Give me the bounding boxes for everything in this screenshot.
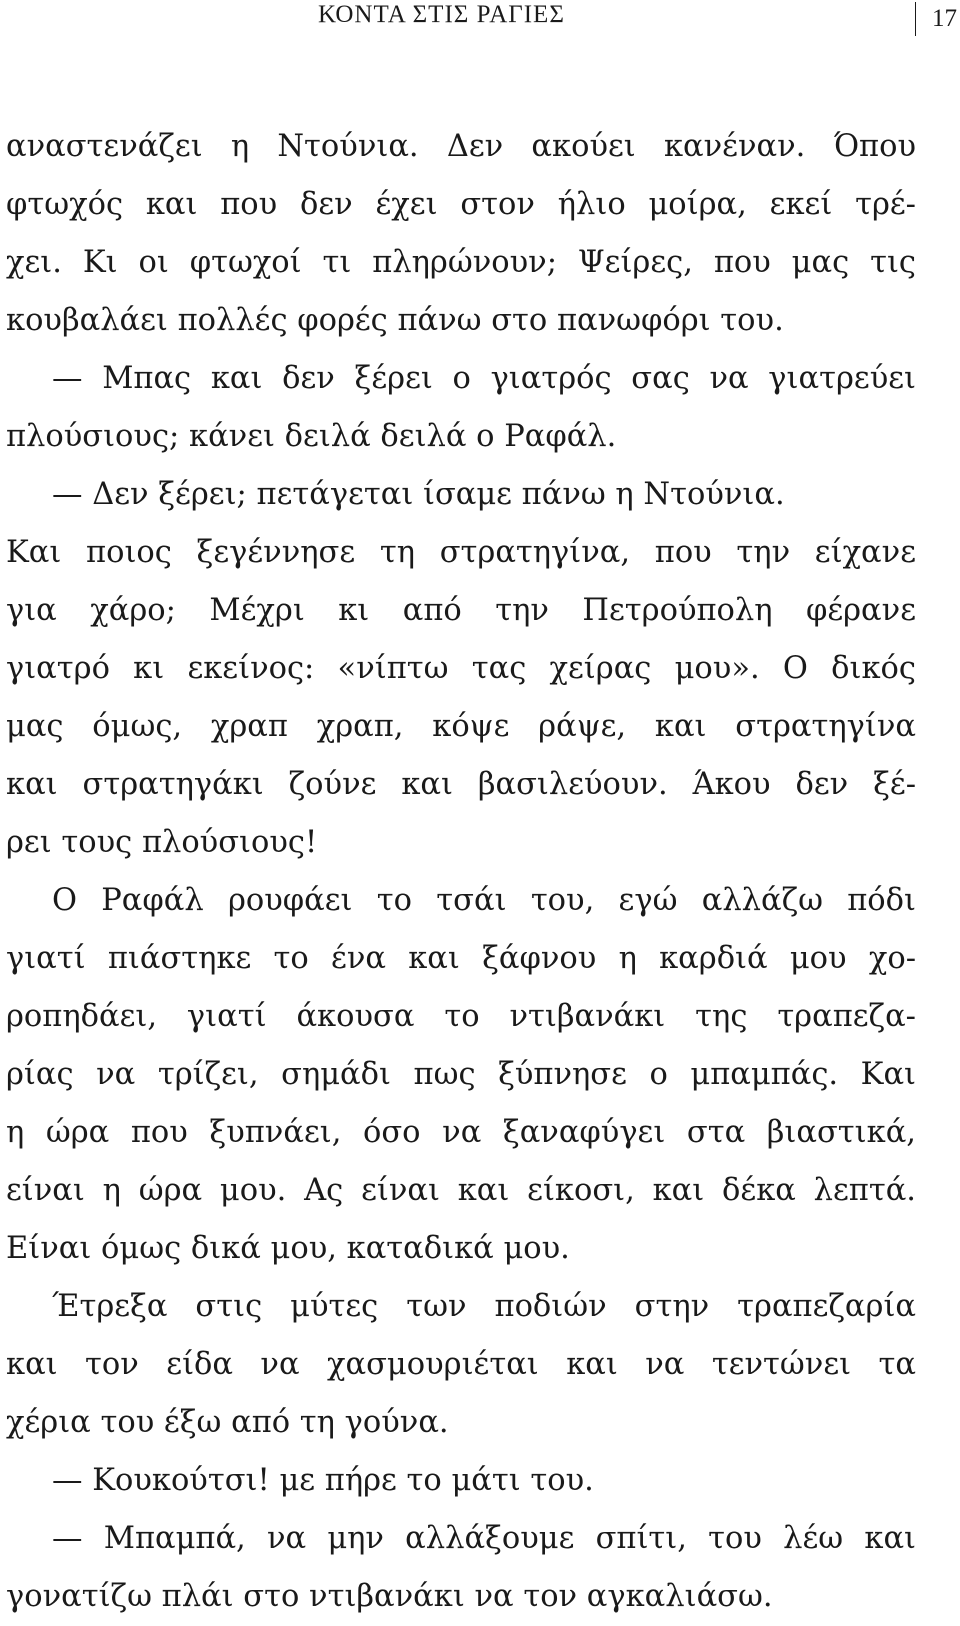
text-line: φτωχός και που δεν έχει στον ήλιο μοίρα, εκεί τρέ- bbox=[6, 187, 916, 222]
text-line: κουβαλάει πολλές φορές πάνω στο πανωφόρι του. bbox=[6, 303, 784, 338]
text-line: γιατρό κι εκείνος: «νίπτω τας χείρας μου». Ο δικός bbox=[6, 651, 916, 686]
running-title: ΚΟΝΤΑ ΣΤΙΣ ΡΑΓΙΕΣ bbox=[318, 1, 565, 28]
text-line: ρίας να τρίζει, σημάδι πως ξύπνησε ο μπαμπάς. Και bbox=[6, 1057, 916, 1092]
text-line: ρει τους πλούσιους! bbox=[6, 825, 318, 860]
text-line: αναστενάζει η Ντούνια. Δεν ακούει κανέναν. Όπου bbox=[6, 129, 916, 164]
text-line: πλούσιους; κάνει δειλά δειλά ο Ραφάλ. bbox=[6, 419, 617, 454]
text-line: — Κουκούτσι! με πήρε το μάτι του. bbox=[52, 1463, 594, 1498]
text-line: χέρια του έξω από τη γούνα. bbox=[6, 1405, 449, 1440]
text-line: — Δεν ξέρει; πετάγεται ίσαμε πάνω η Ντούνια. bbox=[52, 477, 785, 512]
folio-divider bbox=[915, 2, 916, 36]
text-line: γονατίζω πλάι στο ντιβανάκι να τον αγκαλιάσω. bbox=[6, 1579, 773, 1614]
text-line: Και ποιος ξεγέννησε τη στρατηγίνα, που την είχανε bbox=[6, 535, 916, 570]
text-line: Είναι όμως δικά μου, καταδικά μου. bbox=[6, 1231, 570, 1266]
text-line: ροπηδάει, γιατί άκουσα το ντιβανάκι της τραπεζα- bbox=[6, 999, 916, 1034]
text-line: Ο Ραφάλ ρουφάει το τσάι του, εγώ αλλάζω πόδι bbox=[52, 883, 916, 918]
body-text bbox=[6, 118, 916, 1626]
text-line: Έτρεξα στις μύτες των ποδιών στην τραπεζαρία bbox=[52, 1289, 916, 1324]
text-line: χει. Κι οι φτωχοί τι πληρώνουν; Ψείρες, που μας τις bbox=[6, 245, 916, 280]
text-line: και τον είδα να χασμουριέται και να τεντώνει τα bbox=[6, 1347, 916, 1382]
text-line: μας όμως, χραπ χραπ, κόψε ράψε, και στρατηγίνα bbox=[6, 709, 916, 744]
text-line: — Μπαμπά, να μην αλλάξουμε σπίτι, του λέω και bbox=[52, 1521, 916, 1556]
text-line: και στρατηγάκι ζούνε και βασιλεύουν. Άκου δεν ξέ- bbox=[6, 767, 916, 802]
text-line: για χάρο; Μέχρι κι από την Πετρούπολη φέρανε bbox=[6, 593, 916, 628]
page-number: 17 bbox=[932, 5, 957, 32]
text-line: είναι η ώρα μου. Ας είναι και είκοσι, και δέκα λεπτά. bbox=[6, 1173, 916, 1208]
text-line: η ώρα που ξυπνάει, όσο να ξαναφύγει στα βιαστικά, bbox=[6, 1115, 916, 1150]
text-line: — Μπας και δεν ξέρει ο γιατρός σας να γιατρεύει bbox=[52, 361, 916, 396]
text-line: γιατί πιάστηκε το ένα και ξάφνου η καρδιά μου χο- bbox=[6, 941, 916, 976]
